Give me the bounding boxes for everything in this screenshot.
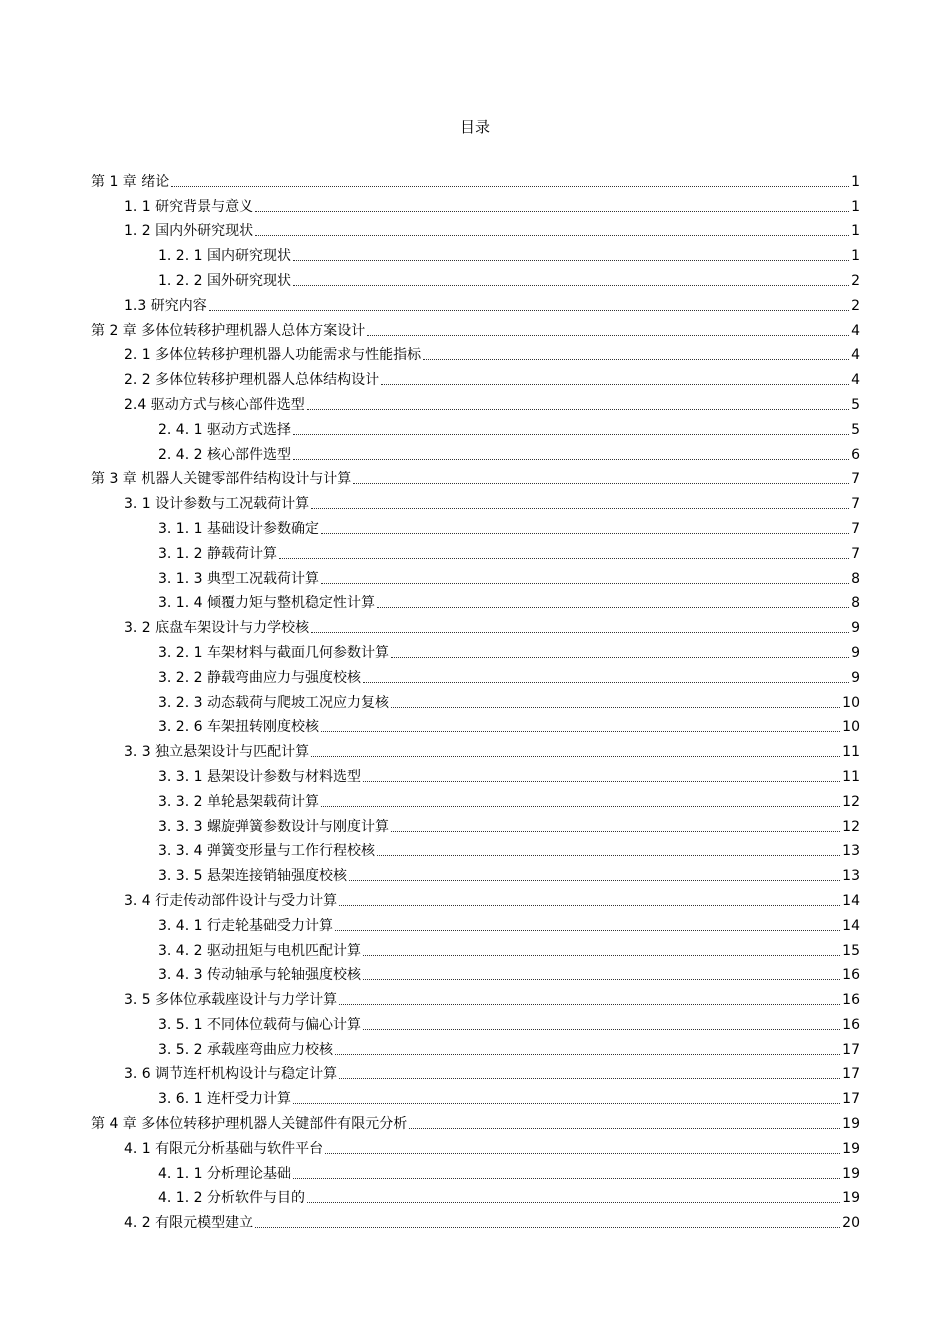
toc-entry-label: 2. 4. 2 核心部件选型 <box>158 446 291 463</box>
toc-entry-page-number: 4 <box>851 322 860 339</box>
dot-leader <box>349 867 840 881</box>
toc-entry[interactable] <box>0 860 950 885</box>
dot-leader <box>311 743 840 757</box>
toc-entry-label: 3. 5. 1 不同体位载荷与偏心计算 <box>158 1016 361 1033</box>
toc-entry[interactable] <box>0 736 950 761</box>
toc-entry-page-number: 10 <box>842 694 860 711</box>
toc-entry-label: 2. 4. 1 驱动方式选择 <box>158 421 291 438</box>
toc-entry-page-number: 14 <box>842 917 860 934</box>
toc-entry-page-number: 7 <box>851 471 860 488</box>
toc-entry[interactable] <box>0 191 950 216</box>
toc-entry[interactable] <box>0 538 950 563</box>
dot-leader <box>209 297 849 311</box>
dot-leader <box>339 991 840 1005</box>
toc-entry-page-number: 1 <box>851 173 860 190</box>
toc-entry-label: 3. 6 调节连杆机构设计与稳定计算 <box>124 1066 338 1083</box>
dot-leader <box>335 1041 840 1055</box>
toc-entry[interactable] <box>0 637 950 662</box>
toc-entry-label: 第 3 章 机器人关键零部件结构设计与计算 <box>91 471 352 488</box>
toc-entry-label: 3. 5. 2 承载座弯曲应力校核 <box>158 1041 333 1058</box>
dot-leader <box>377 842 840 856</box>
toc-entry-page-number: 19 <box>842 1165 860 1182</box>
toc-entry[interactable] <box>0 216 950 241</box>
dot-leader <box>293 1165 840 1179</box>
toc-entry-page-number: 16 <box>842 992 860 1009</box>
toc-entry-page-number: 17 <box>842 1066 860 1083</box>
toc-entry[interactable] <box>0 389 950 414</box>
dot-leader <box>293 272 849 286</box>
toc-entry-page-number: 19 <box>842 1190 860 1207</box>
toc-entry[interactable] <box>0 612 950 637</box>
toc-entry[interactable] <box>0 414 950 439</box>
toc-entry-label: 1. 2. 2 国外研究现状 <box>158 272 291 289</box>
dot-leader <box>307 396 849 410</box>
toc-title: 目录 <box>459 118 490 136</box>
toc-entry[interactable] <box>0 240 950 265</box>
toc-entry-label: 3. 1 设计参数与工况载荷计算 <box>124 496 310 513</box>
toc-entry-label: 3. 2. 6 车架扭转刚度校核 <box>158 719 319 736</box>
toc-entry[interactable] <box>0 563 950 588</box>
toc-entry-page-number: 10 <box>842 719 860 736</box>
toc-entry-label: 3. 5 多体位承载座设计与力学计算 <box>124 992 338 1009</box>
toc-entry[interactable] <box>0 712 950 737</box>
toc-entry-label: 3. 3. 5 悬架连接销轴强度校核 <box>158 868 347 885</box>
toc-entry[interactable] <box>0 290 950 315</box>
toc-entry[interactable] <box>0 1207 950 1232</box>
dot-leader <box>363 1016 840 1030</box>
toc-entry-page-number: 4 <box>851 372 860 389</box>
toc-list <box>0 166 950 1232</box>
toc-entry-label: 2. 1 多体位转移护理机器人功能需求与性能指标 <box>124 347 422 364</box>
toc-entry-page-number: 17 <box>842 1041 860 1058</box>
toc-entry-page-number: 19 <box>842 1140 860 1157</box>
toc-entry-page-number: 2 <box>851 297 860 314</box>
toc-entry-page-number: 20 <box>842 1215 860 1232</box>
toc-entry-label: 3. 2. 2 静载弯曲应力与强度校核 <box>158 669 361 686</box>
toc-entry-page-number: 1 <box>851 223 860 240</box>
toc-entry[interactable] <box>0 1083 950 1108</box>
dot-leader <box>293 446 849 460</box>
dot-leader <box>321 718 840 732</box>
dot-leader <box>293 421 849 435</box>
toc-entry-page-number: 5 <box>851 421 860 438</box>
toc-entry-label: 3. 3. 3 螺旋弹簧参数设计与刚度计算 <box>158 818 389 835</box>
toc-entry-page-number: 7 <box>851 545 860 562</box>
toc-entry[interactable] <box>0 1183 950 1208</box>
toc-entry-label: 第 1 章 绪论 <box>91 173 170 190</box>
toc-entry[interactable] <box>0 1133 950 1158</box>
toc-entry-label: 4. 1 有限元分析基础与软件平台 <box>124 1140 324 1157</box>
toc-entry-label: 3. 3. 1 悬架设计参数与材料选型 <box>158 768 361 785</box>
toc-entry[interactable] <box>0 513 950 538</box>
toc-entry-label: 3. 4. 3 传动轴承与轮轴强度校核 <box>158 967 361 984</box>
toc-entry[interactable] <box>0 1034 950 1059</box>
toc-entry[interactable] <box>0 910 950 935</box>
toc-entry-label: 第 4 章 多体位转移护理机器人关键部件有限元分析 <box>91 1116 408 1133</box>
toc-entry-page-number: 9 <box>851 644 860 661</box>
toc-entry[interactable] <box>0 786 950 811</box>
toc-entry-page-number: 5 <box>851 396 860 413</box>
toc-entry[interactable] <box>0 836 950 861</box>
dot-leader <box>367 322 849 336</box>
toc-entry-page-number: 13 <box>842 843 860 860</box>
toc-entry-page-number: 12 <box>842 818 860 835</box>
dot-leader <box>381 371 849 385</box>
dot-leader <box>409 1115 840 1129</box>
toc-entry-label: 3. 1. 3 典型工况载荷计算 <box>158 570 319 587</box>
dot-leader <box>325 1140 840 1154</box>
toc-entry[interactable] <box>0 662 950 687</box>
toc-entry-page-number: 9 <box>851 620 860 637</box>
dot-leader <box>255 1214 840 1228</box>
toc-entry-label: 3. 4. 2 驱动扭矩与电机匹配计算 <box>158 942 361 959</box>
toc-entry-page-number: 1 <box>851 198 860 215</box>
dot-leader <box>377 594 849 608</box>
dot-leader <box>391 644 849 658</box>
dot-leader <box>255 222 849 236</box>
toc-entry-page-number: 11 <box>842 768 860 785</box>
dot-leader <box>363 966 840 980</box>
toc-entry-page-number: 8 <box>851 595 860 612</box>
toc-entry-label: 1. 2. 1 国内研究现状 <box>158 248 291 265</box>
toc-entry[interactable] <box>0 1108 950 1133</box>
toc-entry[interactable] <box>0 960 950 985</box>
toc-entry-label: 3. 3. 2 单轮悬架载荷计算 <box>158 793 319 810</box>
toc-entry-label: 2.4 驱动方式与核心部件选型 <box>124 396 305 413</box>
toc-entry[interactable] <box>0 340 950 365</box>
toc-entry-page-number: 12 <box>842 793 860 810</box>
toc-entry-page-number: 9 <box>851 669 860 686</box>
dot-leader <box>391 818 840 832</box>
toc-entry-label: 3. 2 底盘车架设计与力学校核 <box>124 620 310 637</box>
toc-entry-page-number: 16 <box>842 1016 860 1033</box>
toc-entry-label: 第 2 章 多体位转移护理机器人总体方案设计 <box>91 322 366 339</box>
toc-entry[interactable] <box>0 166 950 191</box>
toc-entry[interactable] <box>0 761 950 786</box>
dot-leader <box>423 346 849 360</box>
toc-entry-page-number: 17 <box>842 1091 860 1108</box>
toc-entry-label: 3. 4. 1 行走轮基础受力计算 <box>158 917 333 934</box>
toc-entry-page-number: 2 <box>851 272 860 289</box>
toc-entry-page-number: 6 <box>851 446 860 463</box>
toc-entry-label: 3. 6. 1 连杆受力计算 <box>158 1091 291 1108</box>
toc-entry-page-number: 8 <box>851 570 860 587</box>
toc-entry-label: 4. 1. 2 分析软件与目的 <box>158 1190 305 1207</box>
dot-leader <box>171 173 849 187</box>
toc-entry-label: 3. 2. 1 车架材料与截面几何参数计算 <box>158 644 389 661</box>
toc-entry-label: 1. 2 国内外研究现状 <box>124 223 254 240</box>
toc-entry[interactable] <box>0 687 950 712</box>
toc-entry[interactable] <box>0 464 950 489</box>
toc-entry-label: 3. 1. 4 倾覆力矩与整机稳定性计算 <box>158 595 375 612</box>
dot-leader <box>391 694 840 708</box>
toc-entry[interactable] <box>0 1158 950 1183</box>
dot-leader <box>363 768 840 782</box>
toc-entry-page-number: 19 <box>842 1116 860 1133</box>
toc-entry-label: 1.3 研究内容 <box>124 297 207 314</box>
toc-entry-page-number: 7 <box>851 496 860 513</box>
toc-entry-page-number: 14 <box>842 892 860 909</box>
toc-entry-label: 4. 2 有限元模型建立 <box>124 1215 254 1232</box>
toc-entry[interactable] <box>0 439 950 464</box>
dot-leader <box>321 793 840 807</box>
toc-entry-label: 3. 2. 3 动态载荷与爬坡工况应力复核 <box>158 694 389 711</box>
dot-leader <box>311 495 849 509</box>
toc-entry-label: 1. 1 研究背景与意义 <box>124 198 254 215</box>
toc-entry-label: 3. 1. 1 基础设计参数确定 <box>158 520 319 537</box>
dot-leader <box>279 545 849 559</box>
dot-leader <box>353 470 849 484</box>
toc-entry-page-number: 7 <box>851 520 860 537</box>
toc-entry-page-number: 15 <box>842 942 860 959</box>
dot-leader <box>293 1090 840 1104</box>
dot-leader <box>311 619 849 633</box>
toc-entry[interactable] <box>0 984 950 1009</box>
toc-entry[interactable] <box>0 811 950 836</box>
toc-entry-label: 3. 4 行走传动部件设计与受力计算 <box>124 892 338 909</box>
toc-entry-page-number: 13 <box>842 868 860 885</box>
toc-entry-page-number: 11 <box>842 744 860 761</box>
toc-entry-label: 2. 2 多体位转移护理机器人总体结构设计 <box>124 372 380 389</box>
toc-entry[interactable] <box>0 488 950 513</box>
toc-entry-label: 3. 3. 4 弹簧变形量与工作行程校核 <box>158 843 375 860</box>
toc-entry-page-number: 1 <box>851 248 860 265</box>
toc-entry-page-number: 4 <box>851 347 860 364</box>
dot-leader <box>293 247 849 261</box>
toc-entry[interactable] <box>0 935 950 960</box>
dot-leader <box>255 198 849 212</box>
dot-leader <box>363 669 849 683</box>
dot-leader <box>307 1189 840 1203</box>
toc-entry-label: 3. 1. 2 静载荷计算 <box>158 545 277 562</box>
toc-entry[interactable] <box>0 885 950 910</box>
toc-entry-page-number: 16 <box>842 967 860 984</box>
toc-entry[interactable] <box>0 588 950 613</box>
dot-leader <box>335 917 840 931</box>
toc-entry[interactable] <box>0 1059 950 1084</box>
toc-entry-label: 4. 1. 1 分析理论基础 <box>158 1165 291 1182</box>
toc-entry-label: 3. 3 独立悬架设计与匹配计算 <box>124 744 310 761</box>
toc-entry[interactable] <box>0 1009 950 1034</box>
dot-leader <box>321 520 849 534</box>
dot-leader <box>363 942 840 956</box>
toc-entry[interactable] <box>0 265 950 290</box>
dot-leader <box>339 1065 840 1079</box>
toc-entry[interactable] <box>0 364 950 389</box>
toc-entry[interactable] <box>0 315 950 340</box>
dot-leader <box>321 570 849 584</box>
dot-leader <box>339 892 840 906</box>
